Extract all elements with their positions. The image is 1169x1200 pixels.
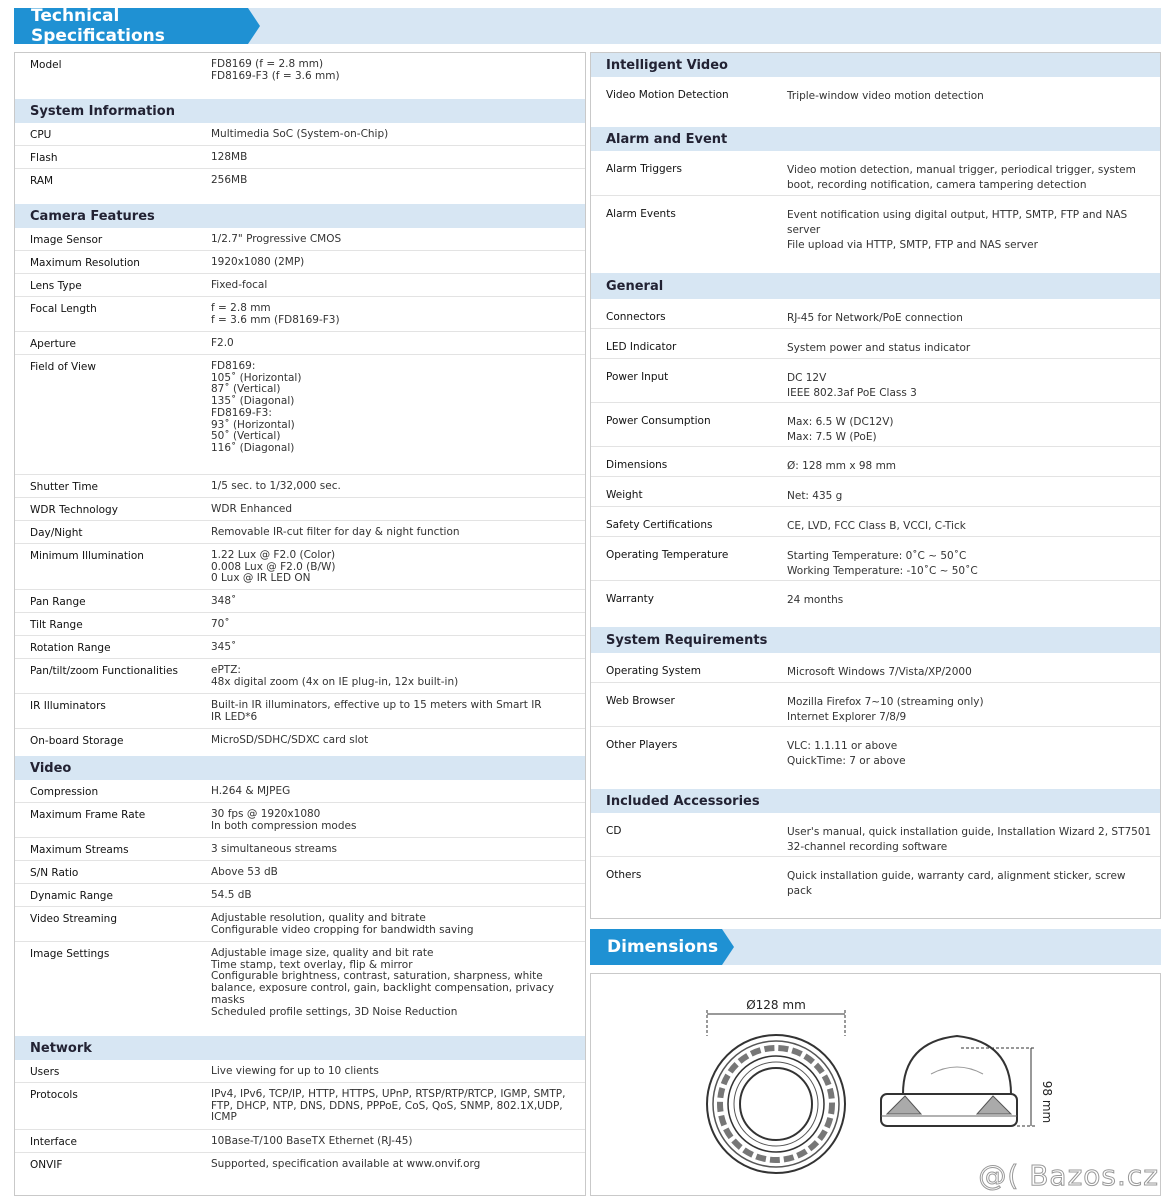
spec-label: S/N Ratio bbox=[30, 867, 79, 879]
spec-value-line: f = 3.6 mm (FD8169-F3) bbox=[211, 313, 340, 326]
banner-arrow-icon bbox=[722, 929, 734, 965]
spec-label: Dimensions bbox=[606, 459, 668, 471]
spec-row-cd bbox=[591, 813, 1160, 857]
spec-value bbox=[211, 700, 561, 723]
spec-value-line: 48x digital zoom (4x on IE plug-in, 12x built-in) bbox=[211, 675, 459, 688]
spec-label: Operating System bbox=[606, 665, 701, 677]
camera-lens bbox=[740, 1068, 812, 1140]
spec-value-line: 70˚ bbox=[211, 618, 230, 630]
spec-value-line: H.264 & MJPEG bbox=[211, 785, 291, 797]
spec-value-line: Internet Explorer 7/8/9 bbox=[787, 711, 907, 723]
spec-label: Pan/tilt/zoom Functionalities bbox=[30, 665, 178, 677]
spec-label: Other Players bbox=[606, 739, 678, 751]
spec-value-line: f = 2.8 mm bbox=[211, 302, 271, 314]
spec-value-line: Working Temperature: -10˚C ~ 50˚C bbox=[787, 565, 978, 577]
spec-value-line: 116˚ (Diagonal) bbox=[211, 441, 295, 454]
spec-value bbox=[211, 948, 561, 1018]
spec-label: Power Consumption bbox=[606, 415, 711, 427]
spec-value-line: User's manual, quick installation guide, Installation Wizard 2, ST7501 bbox=[787, 826, 1152, 838]
spec-value-line: File upload via HTTP, SMTP, FTP and NAS server bbox=[787, 239, 1038, 251]
spec-label: Safety Certifications bbox=[606, 519, 713, 531]
spec-value bbox=[211, 665, 561, 688]
spec-row-warranty bbox=[591, 581, 1160, 611]
spec-row-lens-type bbox=[15, 274, 585, 297]
spec-value bbox=[211, 257, 561, 269]
spec-row-wdr-technology bbox=[15, 498, 585, 521]
spec-label: Warranty bbox=[606, 593, 655, 605]
spec-label: Field of View bbox=[30, 361, 96, 373]
spec-value bbox=[211, 481, 561, 493]
spec-value bbox=[787, 89, 1147, 104]
spec-row-day-night bbox=[15, 521, 585, 544]
spec-row-power-input bbox=[591, 359, 1160, 403]
spec-value-line: ePTZ: bbox=[211, 664, 241, 676]
spec-value-line: In both compression modes bbox=[211, 819, 357, 832]
spec-value-line: CE, LVD, FCC Class B, VCCI, C-Tick bbox=[787, 520, 966, 532]
spec-value bbox=[787, 593, 1147, 608]
spec-value-line: Net: 435 g bbox=[787, 490, 843, 502]
spec-label: ONVIF bbox=[30, 1159, 63, 1171]
spec-value-line: 87˚ (Vertical) bbox=[211, 383, 281, 396]
spec-row-ram bbox=[15, 169, 585, 192]
spec-value-line: Configurable brightness, contrast, saturation, sharpness, white bbox=[211, 970, 543, 983]
tech-specs-title bbox=[14, 8, 248, 44]
spec-value-line: ICMP bbox=[211, 1111, 237, 1124]
spec-value-line: MicroSD/SDHC/SDXC card slot bbox=[211, 734, 369, 746]
spec-value-line: 1.22 Lux @ F2.0 (Color) bbox=[211, 549, 336, 561]
tech-specs-title-text: Technical Specifications bbox=[31, 6, 165, 46]
spec-value-line: QuickTime: 7 or above bbox=[787, 755, 906, 767]
spec-label: Lens Type bbox=[30, 280, 82, 292]
spec-row-focal-length bbox=[15, 297, 585, 332]
spec-row-video-motion-detection bbox=[591, 77, 1160, 127]
spec-value-line: masks bbox=[211, 993, 245, 1006]
spec-row-minimum-illumination bbox=[15, 544, 585, 590]
spec-value-line: F2.0 bbox=[211, 337, 234, 349]
spec-value bbox=[211, 735, 561, 747]
spec-value-line: 105˚ (Horizontal) bbox=[211, 371, 302, 384]
spec-value-line: Video motion detection, manual trigger, periodical trigger, system bbox=[787, 164, 1136, 176]
spec-row-field-of-view bbox=[15, 355, 585, 475]
spec-row-web-browser bbox=[591, 683, 1160, 727]
spec-label: Image Sensor bbox=[30, 234, 103, 246]
spec-row-pan-range bbox=[15, 590, 585, 613]
spec-row-others bbox=[591, 857, 1160, 919]
spec-value bbox=[211, 527, 561, 539]
spec-label: Web Browser bbox=[606, 695, 675, 707]
spec-label: Interface bbox=[30, 1136, 78, 1148]
spec-value-line: WDR Enhanced bbox=[211, 503, 293, 515]
spec-value bbox=[211, 280, 561, 292]
spec-value-line: 135˚ (Diagonal) bbox=[211, 395, 295, 408]
spec-value-line: RJ-45 for Network/PoE connection bbox=[787, 312, 963, 324]
spec-value-line: FD8169-F3 (f = 3.6 mm) bbox=[211, 69, 340, 82]
spec-row-ir-illuminators bbox=[15, 694, 585, 729]
spec-value-line: 10Base-T/100 BaseTX Ethernet (RJ-45) bbox=[211, 1135, 413, 1147]
spec-label: Weight bbox=[606, 489, 643, 501]
spec-value bbox=[211, 361, 561, 455]
spec-value bbox=[211, 1066, 561, 1078]
spec-label: Operating Temperature bbox=[606, 549, 729, 561]
spec-value bbox=[211, 619, 561, 631]
spec-value-line: IPv4, IPv6, TCP/IP, HTTP, HTTPS, UPnP, RTSP/RTP/RTCP, IGMP, SMTP, bbox=[211, 1088, 566, 1100]
spec-value-line: 1/2.7" Progressive CMOS bbox=[211, 233, 342, 245]
spec-row-maximum-frame-rate bbox=[15, 803, 585, 838]
spec-value bbox=[211, 596, 561, 608]
spec-row-aperture bbox=[15, 332, 585, 355]
spec-label: CD bbox=[606, 825, 622, 837]
spec-label: Pan Range bbox=[30, 596, 86, 608]
dimensions-title bbox=[590, 929, 722, 965]
spec-value-line: Max: 7.5 W (PoE) bbox=[787, 431, 877, 443]
spec-row-image-settings bbox=[15, 942, 585, 1036]
spec-value bbox=[787, 341, 1147, 356]
spec-value bbox=[211, 786, 561, 798]
spec-value bbox=[211, 642, 561, 654]
spec-value bbox=[211, 338, 561, 350]
spec-row-pan-tilt-zoom-functionalities bbox=[15, 659, 585, 694]
spec-value-line: 128MB bbox=[211, 151, 248, 163]
spec-value-line: 54.5 dB bbox=[211, 889, 252, 901]
spec-value-line: Scheduled profile settings, 3D Noise Reduction bbox=[211, 1005, 458, 1018]
spec-row-safety-certifications bbox=[591, 507, 1160, 537]
spec-row-weight bbox=[591, 477, 1160, 507]
spec-value bbox=[787, 208, 1147, 253]
spec-row-tilt-range bbox=[15, 613, 585, 636]
spec-value bbox=[211, 175, 561, 187]
spec-row-protocols bbox=[15, 1083, 585, 1130]
spec-value bbox=[787, 489, 1147, 504]
spec-value-line: Configurable video cropping for bandwidth saving bbox=[211, 923, 474, 936]
section-header: System Information bbox=[15, 99, 585, 123]
spec-value-line: FD8169: bbox=[211, 360, 256, 372]
spec-label: Maximum Streams bbox=[30, 844, 129, 856]
spec-value-line: Supported, specification available at www.onvif.org bbox=[211, 1158, 481, 1170]
spec-label: Model bbox=[30, 59, 62, 71]
section-header: Camera Features bbox=[15, 204, 585, 228]
spec-value-line: Mozilla Firefox 7~10 (streaming only) bbox=[787, 696, 984, 708]
spec-label: Others bbox=[606, 869, 642, 881]
spec-value bbox=[787, 519, 1147, 534]
spec-label: Aperture bbox=[30, 338, 76, 350]
spec-row-onvif bbox=[15, 1153, 585, 1176]
spec-value bbox=[211, 890, 561, 902]
spec-value-line: 32-channel recording software bbox=[787, 841, 948, 853]
dimensions-title-text: Dimensions bbox=[607, 937, 719, 957]
spec-value-line: 93˚ (Horizontal) bbox=[211, 418, 295, 431]
spec-value bbox=[787, 739, 1147, 769]
spec-label: Dynamic Range bbox=[30, 890, 113, 902]
dim-width-label: Ø128 mm bbox=[746, 998, 806, 1012]
spec-row-led-indicator bbox=[591, 329, 1160, 359]
tech-specs-banner bbox=[14, 8, 1161, 44]
banner-arrow-icon bbox=[248, 8, 260, 44]
spec-label: Protocols bbox=[30, 1089, 78, 1101]
spec-value-line: balance, exposure control, gain, backlight compensation, privacy bbox=[211, 982, 555, 995]
spec-value-line: 1/5 sec. to 1/32,000 sec. bbox=[211, 480, 341, 492]
spec-value-line: FD8169 (f = 2.8 mm) bbox=[211, 58, 324, 70]
spec-label: WDR Technology bbox=[30, 504, 118, 516]
spec-value-line: Event notification using digital output, HTTP, SMTP, FTP and NAS bbox=[787, 209, 1128, 221]
spec-label: Video Streaming bbox=[30, 913, 117, 925]
spec-value-line: 1920x1080 (2MP) bbox=[211, 256, 305, 268]
right-spec-panel bbox=[590, 52, 1161, 919]
spec-value-line: IEEE 802.3af PoE Class 3 bbox=[787, 387, 917, 399]
spec-value-line: Ø: 128 mm x 98 mm bbox=[787, 460, 897, 472]
spec-value bbox=[787, 459, 1147, 474]
spec-row-dimensions bbox=[591, 447, 1160, 477]
spec-value-line: 3 simultaneous streams bbox=[211, 843, 338, 855]
spec-value-line: 345˚ bbox=[211, 641, 237, 653]
spec-row-maximum-streams bbox=[15, 838, 585, 861]
spec-value-line: Microsoft Windows 7/Vista/XP/2000 bbox=[787, 666, 972, 678]
spec-label: Alarm Triggers bbox=[606, 163, 682, 175]
spec-value-line: server bbox=[787, 224, 821, 236]
spec-value bbox=[211, 1159, 561, 1171]
spec-value-line: Live viewing for up to 10 clients bbox=[211, 1065, 379, 1077]
spec-value bbox=[211, 913, 561, 936]
spec-label: Image Settings bbox=[30, 948, 110, 960]
dimensions-banner bbox=[590, 929, 1161, 965]
spec-value-line: Triple-window video motion detection bbox=[787, 90, 984, 102]
spec-value-line: 348˚ bbox=[211, 595, 237, 607]
spec-value bbox=[211, 1136, 561, 1148]
spec-value bbox=[211, 809, 561, 832]
spec-value bbox=[211, 844, 561, 856]
spec-label: IR Illuminators bbox=[30, 700, 106, 712]
spec-label: Maximum Resolution bbox=[30, 257, 140, 269]
spec-value-line: 50˚ (Vertical) bbox=[211, 430, 281, 443]
spec-value-line: Above 53 dB bbox=[211, 866, 278, 878]
spec-label: Compression bbox=[30, 786, 99, 798]
spec-row-shutter-time bbox=[15, 475, 585, 498]
spec-row-alarm-triggers bbox=[591, 151, 1160, 196]
spec-row-users bbox=[15, 1060, 585, 1083]
spec-value-line: DC 12V bbox=[787, 372, 827, 384]
spec-label: On-board Storage bbox=[30, 735, 124, 747]
spec-value-line: VLC: 1.1.11 or above bbox=[787, 740, 898, 752]
spec-label: RAM bbox=[30, 175, 54, 187]
spec-row-other-players bbox=[591, 727, 1160, 787]
spec-value-line: Multimedia SoC (System-on-Chip) bbox=[211, 128, 389, 140]
spec-value-line: 0.008 Lux @ F2.0 (B/W) bbox=[211, 560, 336, 573]
spec-value bbox=[211, 152, 561, 164]
spec-value bbox=[787, 549, 1147, 579]
spec-label: Alarm Events bbox=[606, 208, 676, 220]
spec-row-alarm-events bbox=[591, 196, 1160, 273]
spec-value-line: Fixed-focal bbox=[211, 279, 268, 291]
spec-value bbox=[787, 163, 1147, 193]
spec-value-line: Built-in IR illuminators, effective up to 15 meters with Smart IR bbox=[211, 699, 542, 711]
spec-row-on-board-storage bbox=[15, 729, 585, 752]
spec-value bbox=[787, 825, 1152, 855]
spec-value bbox=[787, 311, 1147, 326]
spec-value bbox=[211, 550, 561, 585]
spec-value-line: Starting Temperature: 0˚C ~ 50˚C bbox=[787, 550, 967, 562]
spec-row-model bbox=[15, 53, 585, 99]
spec-label: LED Indicator bbox=[606, 341, 677, 353]
spec-label: Video Motion Detection bbox=[606, 89, 729, 101]
spec-label: Rotation Range bbox=[30, 642, 111, 654]
spec-value bbox=[211, 867, 561, 879]
spec-label: Day/Night bbox=[30, 527, 83, 539]
watermark: @( Bazos.cz bbox=[978, 1159, 1159, 1192]
spec-label: Flash bbox=[30, 152, 58, 164]
spec-value bbox=[211, 129, 561, 141]
spec-value bbox=[211, 1088, 566, 1124]
spec-label: Focal Length bbox=[30, 303, 97, 315]
spec-value-line: FTP, DHCP, NTP, DNS, DDNS, PPPoE, CoS, QoS, SNMP, 802.1X,UDP, bbox=[211, 1099, 563, 1112]
spec-row-cpu bbox=[15, 123, 585, 146]
spec-row-image-sensor bbox=[15, 228, 585, 251]
spec-value-line: pack bbox=[787, 885, 812, 897]
spec-label: Connectors bbox=[606, 311, 666, 323]
spec-value bbox=[787, 869, 1147, 899]
spec-value-line: System power and status indicator bbox=[787, 342, 971, 354]
camera-dome bbox=[903, 1036, 1011, 1094]
spec-value bbox=[211, 504, 561, 516]
spec-label: Users bbox=[30, 1066, 60, 1078]
spec-value-line: Max: 6.5 W (DC12V) bbox=[787, 416, 894, 428]
spec-label: Tilt Range bbox=[30, 619, 83, 631]
spec-row-rotation-range bbox=[15, 636, 585, 659]
spec-label: Power Input bbox=[606, 371, 669, 383]
spec-value-line: 0 Lux @ IR LED ON bbox=[211, 572, 311, 585]
section-header: Network bbox=[15, 1036, 585, 1060]
spec-value-line: Adjustable resolution, quality and bitrate bbox=[211, 912, 426, 924]
spec-value bbox=[787, 371, 1147, 401]
left-spec-panel bbox=[14, 52, 586, 1196]
spec-label: Minimum Illumination bbox=[30, 550, 144, 562]
spec-row-operating-system bbox=[591, 653, 1160, 683]
spec-row-s-n-ratio bbox=[15, 861, 585, 884]
spec-value bbox=[787, 415, 1147, 445]
section-header: General bbox=[591, 273, 1160, 299]
spec-row-video-streaming bbox=[15, 907, 585, 942]
spec-value-line: IR LED*6 bbox=[211, 710, 258, 723]
spec-row-interface bbox=[15, 1130, 585, 1153]
spec-value bbox=[211, 59, 561, 82]
spec-value bbox=[211, 234, 561, 246]
spec-label: Shutter Time bbox=[30, 481, 99, 493]
spec-value-line: Removable IR-cut filter for day & night function bbox=[211, 526, 460, 538]
spec-value bbox=[211, 303, 561, 326]
spec-row-dynamic-range bbox=[15, 884, 585, 907]
spec-value-line: 30 fps @ 1920x1080 bbox=[211, 808, 321, 820]
spec-row-power-consumption bbox=[591, 403, 1160, 447]
spec-row-maximum-resolution bbox=[15, 251, 585, 274]
spec-value-line: Quick installation guide, warranty card, alignment sticker, screw bbox=[787, 870, 1126, 882]
spec-label: Maximum Frame Rate bbox=[30, 809, 146, 821]
spec-row-compression bbox=[15, 780, 585, 803]
spec-row-flash bbox=[15, 146, 585, 169]
spec-row-operating-temperature bbox=[591, 537, 1160, 581]
section-header: System Requirements bbox=[591, 627, 1160, 653]
section-header: Included Accessories bbox=[591, 789, 1160, 813]
spec-value-line: Adjustable image size, quality and bit rate bbox=[211, 947, 434, 959]
spec-value-line: 24 months bbox=[787, 594, 844, 606]
spec-value-line: Time stamp, text overlay, flip & mirror bbox=[211, 958, 413, 971]
spec-value bbox=[787, 665, 1147, 680]
spec-value bbox=[787, 695, 1147, 725]
spec-label: CPU bbox=[30, 129, 52, 141]
spec-value-line: FD8169-F3: bbox=[211, 406, 272, 419]
section-header: Video bbox=[15, 756, 585, 780]
section-header: Intelligent Video bbox=[591, 53, 1160, 77]
section-header: Alarm and Event bbox=[591, 127, 1160, 151]
dim-height-label: 98 mm bbox=[1040, 1080, 1054, 1124]
spec-value-line: boot, recording notification, camera tampering detection bbox=[787, 179, 1087, 191]
spec-value-line: 256MB bbox=[211, 174, 248, 186]
spec-row-connectors bbox=[591, 299, 1160, 329]
